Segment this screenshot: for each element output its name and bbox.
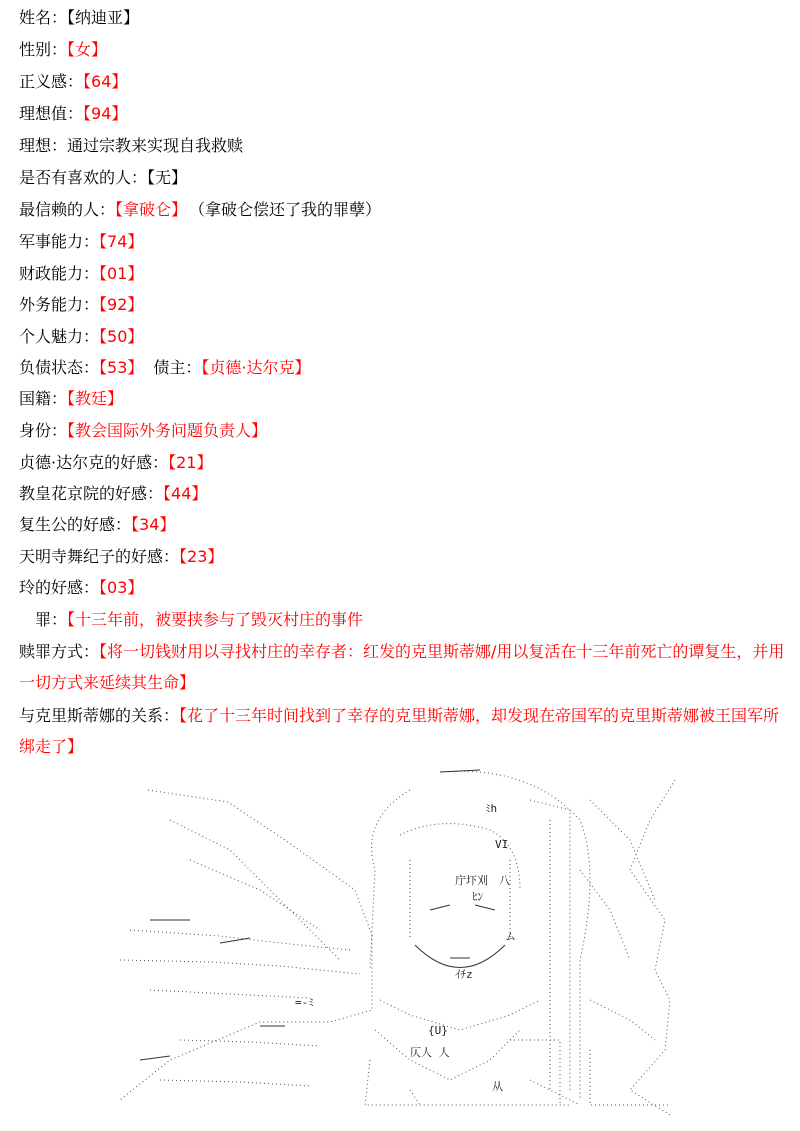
row-diplomacy [19, 293, 143, 317]
row-relation [19, 700, 789, 762]
aa-glyph-10: 从 [492, 1080, 503, 1093]
aa-glyph-4: ﾋﾝ [472, 890, 483, 903]
row-fav-maiko [19, 545, 223, 569]
row-justice [19, 70, 127, 94]
fav-jeanne-label: 贞德·达尔克的好感： [19, 453, 169, 472]
charisma-label: 个人魅力： [19, 327, 100, 346]
fav-maiko-value: 【23】 [179, 547, 224, 566]
diplomacy-label: 外务能力： [19, 295, 100, 314]
row-atonement [19, 636, 789, 698]
row-crush [19, 166, 187, 190]
aa-glyph-9: 仄人 人 [410, 1046, 450, 1059]
row-finance [19, 262, 143, 286]
fav-pope-label: 教皇花京院的好感： [19, 484, 164, 503]
row-identity [19, 419, 267, 443]
row-nationality [19, 387, 123, 411]
row-ideal-value [19, 102, 127, 126]
fav-jeanne-value: 【21】 [168, 453, 213, 472]
aa-glyph-1: ﾐh [485, 802, 498, 815]
row-charisma [19, 325, 143, 349]
finance-label: 财政能力： [19, 264, 100, 283]
aa-glyph-6: ｲﾁz [455, 968, 473, 981]
ideal-value-label: 理想值： [19, 104, 84, 123]
row-trusted [19, 198, 381, 222]
row-gender [19, 38, 107, 62]
ideal-label: 理想： [19, 136, 68, 155]
row-fav-rei [19, 576, 143, 600]
row-sin [19, 608, 363, 632]
crush-value: 【无】 [147, 168, 188, 187]
trusted-label: 最信赖的人： [19, 200, 116, 219]
name-label: 姓名： [19, 8, 68, 27]
sin-label: 罪： [19, 610, 68, 629]
creditor-label: 债主： [153, 358, 202, 377]
identity-label: 身份： [19, 421, 68, 440]
creditor-value: 【贞德·达尔克】 [201, 358, 311, 377]
aa-glyph-7: =-ﾐ [295, 996, 314, 1009]
fav-fukusei-label: 复生公的好感： [19, 515, 132, 534]
aa-glyph-3: 庁圷刈 八 [455, 874, 510, 887]
identity-value: 【教会国际外务问题负责人】 [67, 421, 268, 440]
crush-label: 是否有喜欢的人： [19, 168, 148, 187]
aa-glyph-2: VI [495, 838, 509, 851]
fav-rei-value: 【03】 [99, 578, 144, 597]
relation-label: 与克里斯蒂娜的关系： [19, 706, 180, 725]
trusted-note: （拿破仑偿还了我的罪孽） [197, 200, 382, 219]
fav-rei-label: 玲的好感： [19, 578, 100, 597]
nationality-label: 国籍： [19, 389, 68, 408]
row-fav-jeanne [19, 451, 212, 475]
atonement-value: 【将一切钱财用以寻找村庄的幸存者：红发的克里斯蒂娜/用以复活在十三年前死亡的谭复生，并用一切方式来延续其生命】 [19, 642, 785, 692]
gender-label: 性别： [19, 40, 68, 59]
fav-maiko-label: 天明寺舞纪子的好感： [19, 547, 180, 566]
atonement-label: 赎罪方式： [19, 642, 100, 661]
charisma-value: 【50】 [99, 327, 144, 346]
ideal-value: 通过宗教来实现自我救赎 [67, 136, 244, 155]
fav-fukusei-value: 【34】 [131, 515, 176, 534]
name-value: 【纳迪亚】 [67, 8, 140, 27]
debt-label: 负债状态： [19, 358, 100, 377]
aa-glyph-5: ム [505, 930, 516, 943]
row-fav-pope [19, 482, 207, 506]
sin-value: 【十三年前，被要挟参与了毁灭村庄的事件 [67, 610, 364, 629]
relation-value: 【花了十三年时间找到了幸存的克里斯蒂娜，却发现在帝国军的克里斯蒂娜被王国军所绑走了】 [19, 706, 780, 756]
ascii-art-figure [110, 760, 690, 1120]
gender-value: 【女】 [67, 40, 108, 59]
row-ideal [19, 134, 243, 158]
ascii-art-illustration [110, 760, 690, 1120]
row-name [19, 6, 139, 30]
trusted-value: 【拿破仑】 [115, 200, 188, 219]
military-value: 【74】 [99, 232, 144, 251]
justice-value: 【64】 [83, 72, 128, 91]
diplomacy-value: 【92】 [99, 295, 144, 314]
debt-value: 【53】 [99, 358, 144, 377]
row-military [19, 230, 143, 254]
nationality-value: 【教廷】 [67, 389, 124, 408]
fav-pope-value: 【44】 [163, 484, 208, 503]
finance-value: 【01】 [99, 264, 144, 283]
ideal-value-value: 【94】 [83, 104, 128, 123]
military-label: 军事能力： [19, 232, 100, 251]
row-debt [19, 356, 311, 380]
justice-label: 正义感： [19, 72, 84, 91]
row-fav-fukusei [19, 513, 175, 537]
aa-glyph-8: {U} [428, 1024, 448, 1037]
